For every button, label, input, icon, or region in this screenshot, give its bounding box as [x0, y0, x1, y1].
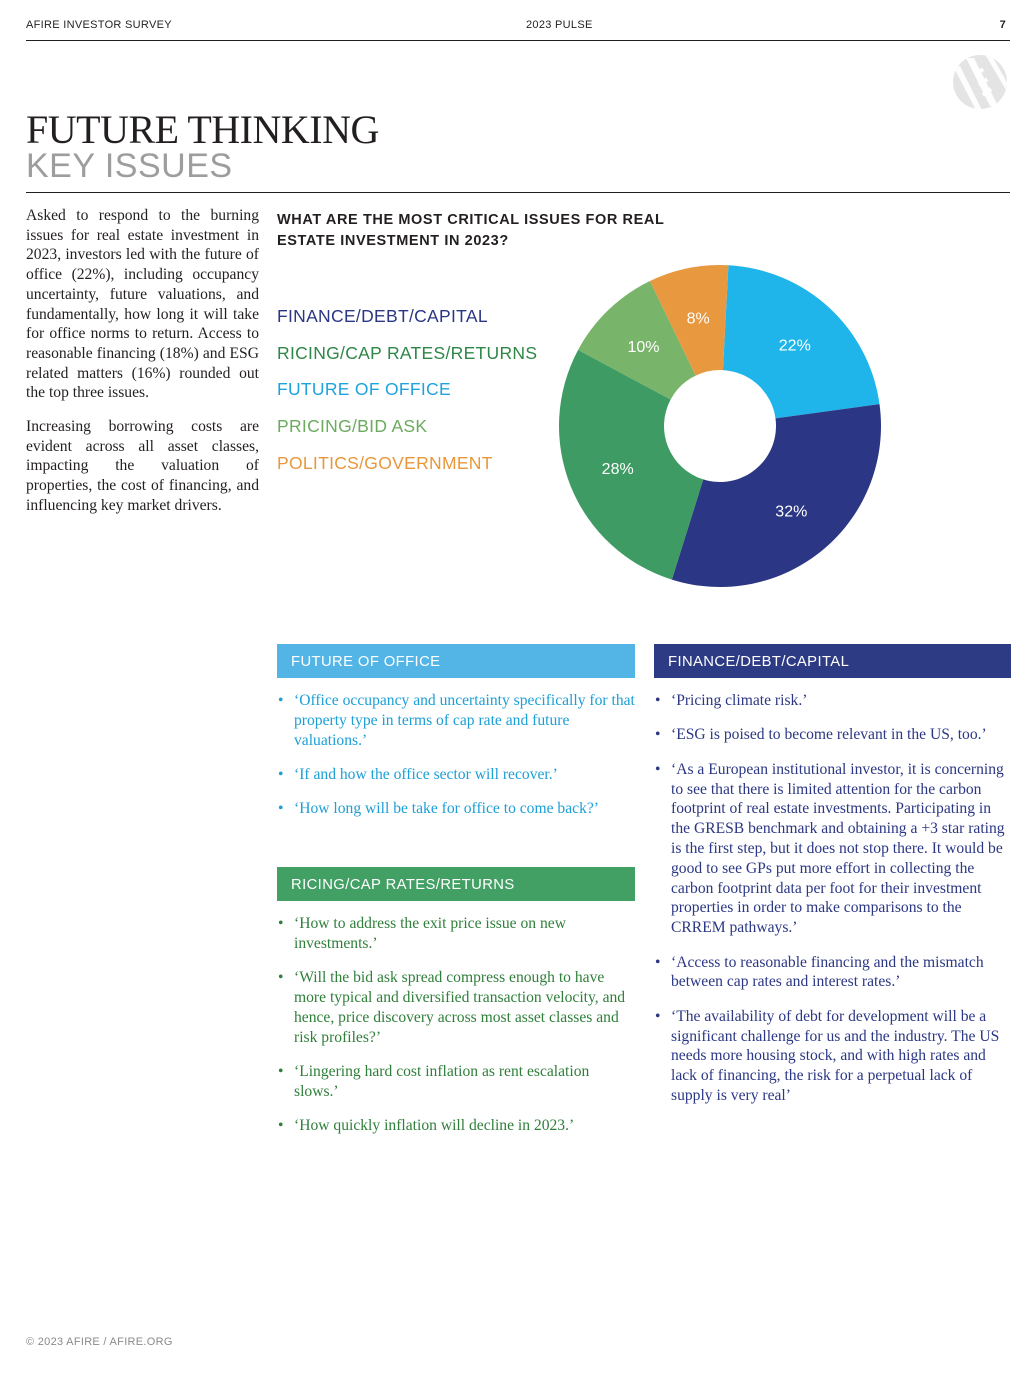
page-footer: © 2023 AFIRE / AFIRE.ORG — [26, 1336, 173, 1348]
quote-item: • ‘Pricing climate risk.’ — [654, 691, 1005, 711]
quote-item: • ‘ESG is poised to become relevant in the US, too.’ — [654, 725, 1005, 745]
legend-item-finance: FINANCE/DEBT/CAPITAL — [277, 306, 488, 326]
page-title: FUTURE THINKING — [26, 107, 379, 152]
pie-data-label: 28% — [601, 460, 634, 478]
quote-item: • ‘Will the bid ask spread compress enough to have more typical and diversified transaction velocity, and hence, price discovery across most asset classes and risk profiles?’ — [277, 968, 635, 1047]
pie-data-label: 22% — [778, 337, 811, 355]
pricing-box — [277, 867, 635, 1136]
box-header: FINANCE/DEBT/CAPITAL — [654, 644, 1011, 678]
quote-item: • ‘How quickly inflation will decline in 2023.’ — [277, 1116, 635, 1136]
intro-paragraph: Increasing borrowing costs are evident across all asset classes, impacting the valuation of properties, the cost of financing, and influencing key market drivers. — [26, 418, 259, 514]
afire-globe-logo-icon — [952, 54, 1008, 110]
quote-item: • ‘Access to reasonable financing and the mismatch between cap rates and interest rates.’ — [654, 953, 1005, 993]
quote-item: • ‘Office occupancy and uncertainty specifically for that property type in terms of cap rate and future valuations.’ — [277, 691, 635, 750]
running-header — [26, 19, 1010, 41]
page-number: 7 — [999, 19, 1006, 31]
pie-slice-finance-debt-capital — [672, 404, 881, 587]
chart-title: WHAT ARE THE MOST CRITICAL ISSUES FOR REAL ESTATE INVESTMENT IN 2023? — [277, 212, 665, 249]
quote-item: • ‘The availability of debt for development will be a significant challenge for us and the industry. The US needs more housing stock, and with high rates and lack of financing, the risk for a perpetual lack of supply is very real’ — [654, 1007, 1005, 1106]
quote-item: • ‘How long will be take for office to come back?’ — [277, 799, 635, 819]
quote-list — [654, 691, 1011, 1106]
box-header: RICING/CAP RATES/RETURNS — [277, 867, 635, 901]
quote-item: • ‘Lingering hard cost inflation as rent escalation slows.’ — [277, 1062, 635, 1102]
legend-item-ricing: RICING/CAP RATES/RETURNS — [277, 342, 538, 363]
pie-data-label: 10% — [627, 339, 660, 357]
edition-name: 2023 PULSE — [526, 19, 593, 31]
quote-item: • ‘As a European institutional investor, it is concerning to see that there is limited attention for the carbon footprint of real estate investments. Participating in the GRESB benchmark and obtaining a +3 star rating is the first step, but it does not stop there. It would be good to see GPs put more effort in collecting the carbon footprint data per foot for their investment properties in order to make comparisons to the CRREM pathways.’ — [654, 760, 1005, 938]
donut-chart — [550, 256, 890, 596]
future-office-box — [277, 644, 635, 819]
quote-list — [277, 914, 635, 1136]
pie-data-label: 32% — [775, 503, 808, 521]
publication-name: AFIRE INVESTOR SURVEY — [26, 19, 172, 31]
intro-paragraph: Asked to respond to the burning issues for real estate investment in 2023, investors led with the future of office (22%), including occupancy uncertainty, future valuations, and fundamentally, how long it will take for office norms to return. Access to reasonable financing (18%) and ESG related matters (16%) rounded out the top three issues. — [26, 207, 259, 402]
page-subtitle: KEY ISSUES — [26, 147, 233, 185]
legend-item-pricing-bid-ask: PRICING/BID ASK — [277, 416, 428, 437]
quote-item: • ‘How to address the exit price issue on new investments.’ — [277, 914, 635, 954]
chart-legend — [277, 298, 537, 482]
quote-list — [277, 691, 635, 819]
box-header: FUTURE OF OFFICE — [277, 644, 635, 678]
legend-item-politics: POLITICS/GOVERNMENT — [277, 452, 493, 473]
pie-data-label: 8% — [686, 310, 710, 328]
legend-item-future-office: FUTURE OF OFFICE — [277, 379, 451, 400]
intro-text — [26, 206, 259, 530]
finance-box — [654, 644, 1011, 1106]
title-divider — [26, 192, 1010, 193]
quote-item: • ‘If and how the office sector will recover.’ — [277, 765, 635, 785]
